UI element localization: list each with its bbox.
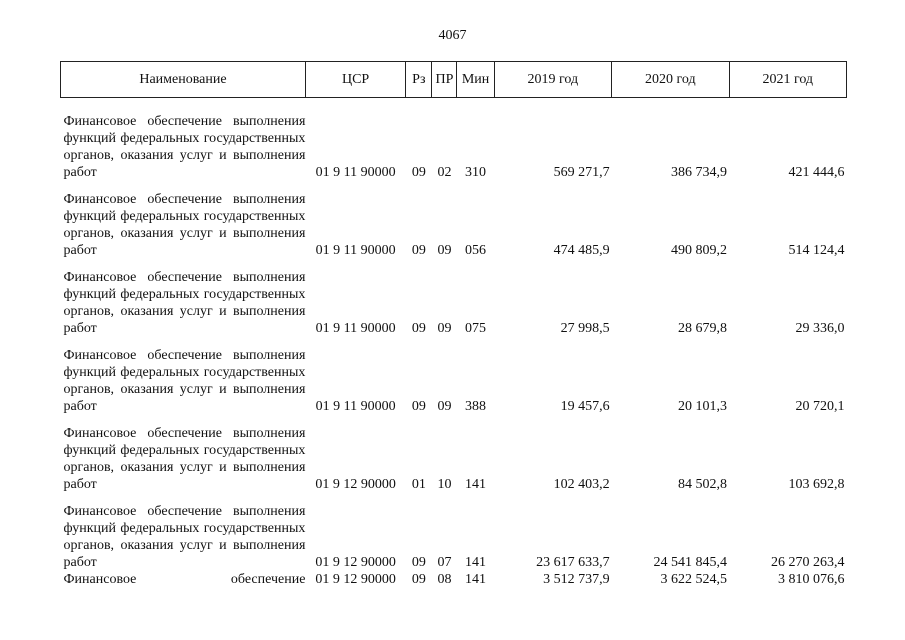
row-name: Финансовое обеспечение выполнения функций федеральных государственных органов, оказания услуг и выполнения работ xyxy=(63,348,306,414)
row-csr: 01 9 12 90000 xyxy=(315,477,396,492)
row-rz: 09 xyxy=(411,321,426,336)
row-rz: 09 xyxy=(411,165,426,180)
row-rz: 09 xyxy=(411,572,426,587)
table-row xyxy=(61,415,847,493)
row-2020: 386 734,9 xyxy=(671,165,727,180)
row-min: 141 xyxy=(465,555,487,570)
row-2021: 26 270 263,4 xyxy=(771,555,845,570)
row-name: Финансовое обеспечение выполнения функций федеральных государственных органов, оказания услуг и выполнения работ xyxy=(63,270,306,336)
row-csr: 01 9 11 90000 xyxy=(315,399,396,414)
row-2020: 3 622 524,5 xyxy=(660,572,727,587)
row-2020: 24 541 845,4 xyxy=(653,555,727,570)
row-2020: 20 101,3 xyxy=(678,399,727,414)
row-csr: 01 9 12 90000 xyxy=(315,572,396,587)
row-name: Финансовое обеспечение выполнения функций федеральных государственных органов, оказания услуг и выполнения работ xyxy=(63,426,306,492)
row-pr: 10 xyxy=(437,477,452,492)
row-pr: 02 xyxy=(437,165,452,180)
row-min: 141 xyxy=(465,572,487,587)
row-2019: 474 485,9 xyxy=(553,243,610,258)
row-2019: 19 457,6 xyxy=(560,399,610,414)
row-min: 388 xyxy=(465,399,487,414)
header-2021: 2021 год xyxy=(729,62,847,98)
header-csr: ЦСР xyxy=(305,62,405,98)
row-min: 075 xyxy=(465,321,487,336)
row-2020: 490 809,2 xyxy=(671,243,727,258)
row-pr: 09 xyxy=(437,243,452,258)
row-2021: 29 336,0 xyxy=(795,321,845,336)
row-2019: 102 403,2 xyxy=(553,477,610,492)
row-rz: 09 xyxy=(411,243,426,258)
row-2021: 20 720,1 xyxy=(795,399,845,414)
row-name: Финансовое обеспечение выполнения функций федеральных государственных органов, оказания услуг и выполнения работ xyxy=(63,114,306,180)
row-2019: 3 512 737,9 xyxy=(543,572,610,587)
row-csr: 01 9 11 90000 xyxy=(315,321,396,336)
row-pr: 08 xyxy=(437,572,452,587)
row-pr: 07 xyxy=(437,555,452,570)
row-2021: 103 692,8 xyxy=(788,477,845,492)
row-2019: 27 998,5 xyxy=(560,321,610,336)
header-name: Наименование xyxy=(61,62,306,98)
row-name: Финансовое обеспечение xyxy=(63,572,306,587)
row-min: 310 xyxy=(465,165,487,180)
header-min: Мин xyxy=(457,62,494,98)
row-2019: 23 617 633,7 xyxy=(536,555,610,570)
table-row xyxy=(61,493,847,571)
header-2020: 2020 год xyxy=(612,62,729,98)
table-header-row xyxy=(61,62,847,98)
row-2019: 569 271,7 xyxy=(553,165,610,180)
row-csr: 01 9 12 90000 xyxy=(315,555,396,570)
table-row xyxy=(61,103,847,181)
row-rz: 09 xyxy=(411,399,426,414)
row-rz: 01 xyxy=(411,477,426,492)
row-min: 141 xyxy=(465,477,487,492)
row-rz: 09 xyxy=(411,555,426,570)
header-pr: ПР xyxy=(432,62,457,98)
row-2021: 514 124,4 xyxy=(788,243,845,258)
table-row xyxy=(61,337,847,415)
header-rz: Рз xyxy=(406,62,432,98)
row-pr: 09 xyxy=(437,399,452,414)
table-row xyxy=(61,571,847,591)
row-2020: 84 502,8 xyxy=(678,477,727,492)
row-name: Финансовое обеспечение выполнения функций федеральных государственных органов, оказания услуг и выполнения работ xyxy=(63,504,306,570)
row-csr: 01 9 11 90000 xyxy=(315,165,396,180)
table-row xyxy=(61,259,847,337)
row-2021: 421 444,6 xyxy=(788,165,845,180)
row-min: 056 xyxy=(465,243,487,258)
table-row xyxy=(61,181,847,259)
row-csr: 01 9 11 90000 xyxy=(315,243,396,258)
budget-table xyxy=(60,61,847,591)
header-2019: 2019 год xyxy=(494,62,611,98)
row-2021: 3 810 076,6 xyxy=(778,572,845,587)
page-number: 4067 xyxy=(438,28,467,43)
row-2020: 28 679,8 xyxy=(678,321,727,336)
row-pr: 09 xyxy=(437,321,452,336)
row-name: Финансовое обеспечение выполнения функций федеральных государственных органов, оказания услуг и выполнения работ xyxy=(63,192,306,258)
